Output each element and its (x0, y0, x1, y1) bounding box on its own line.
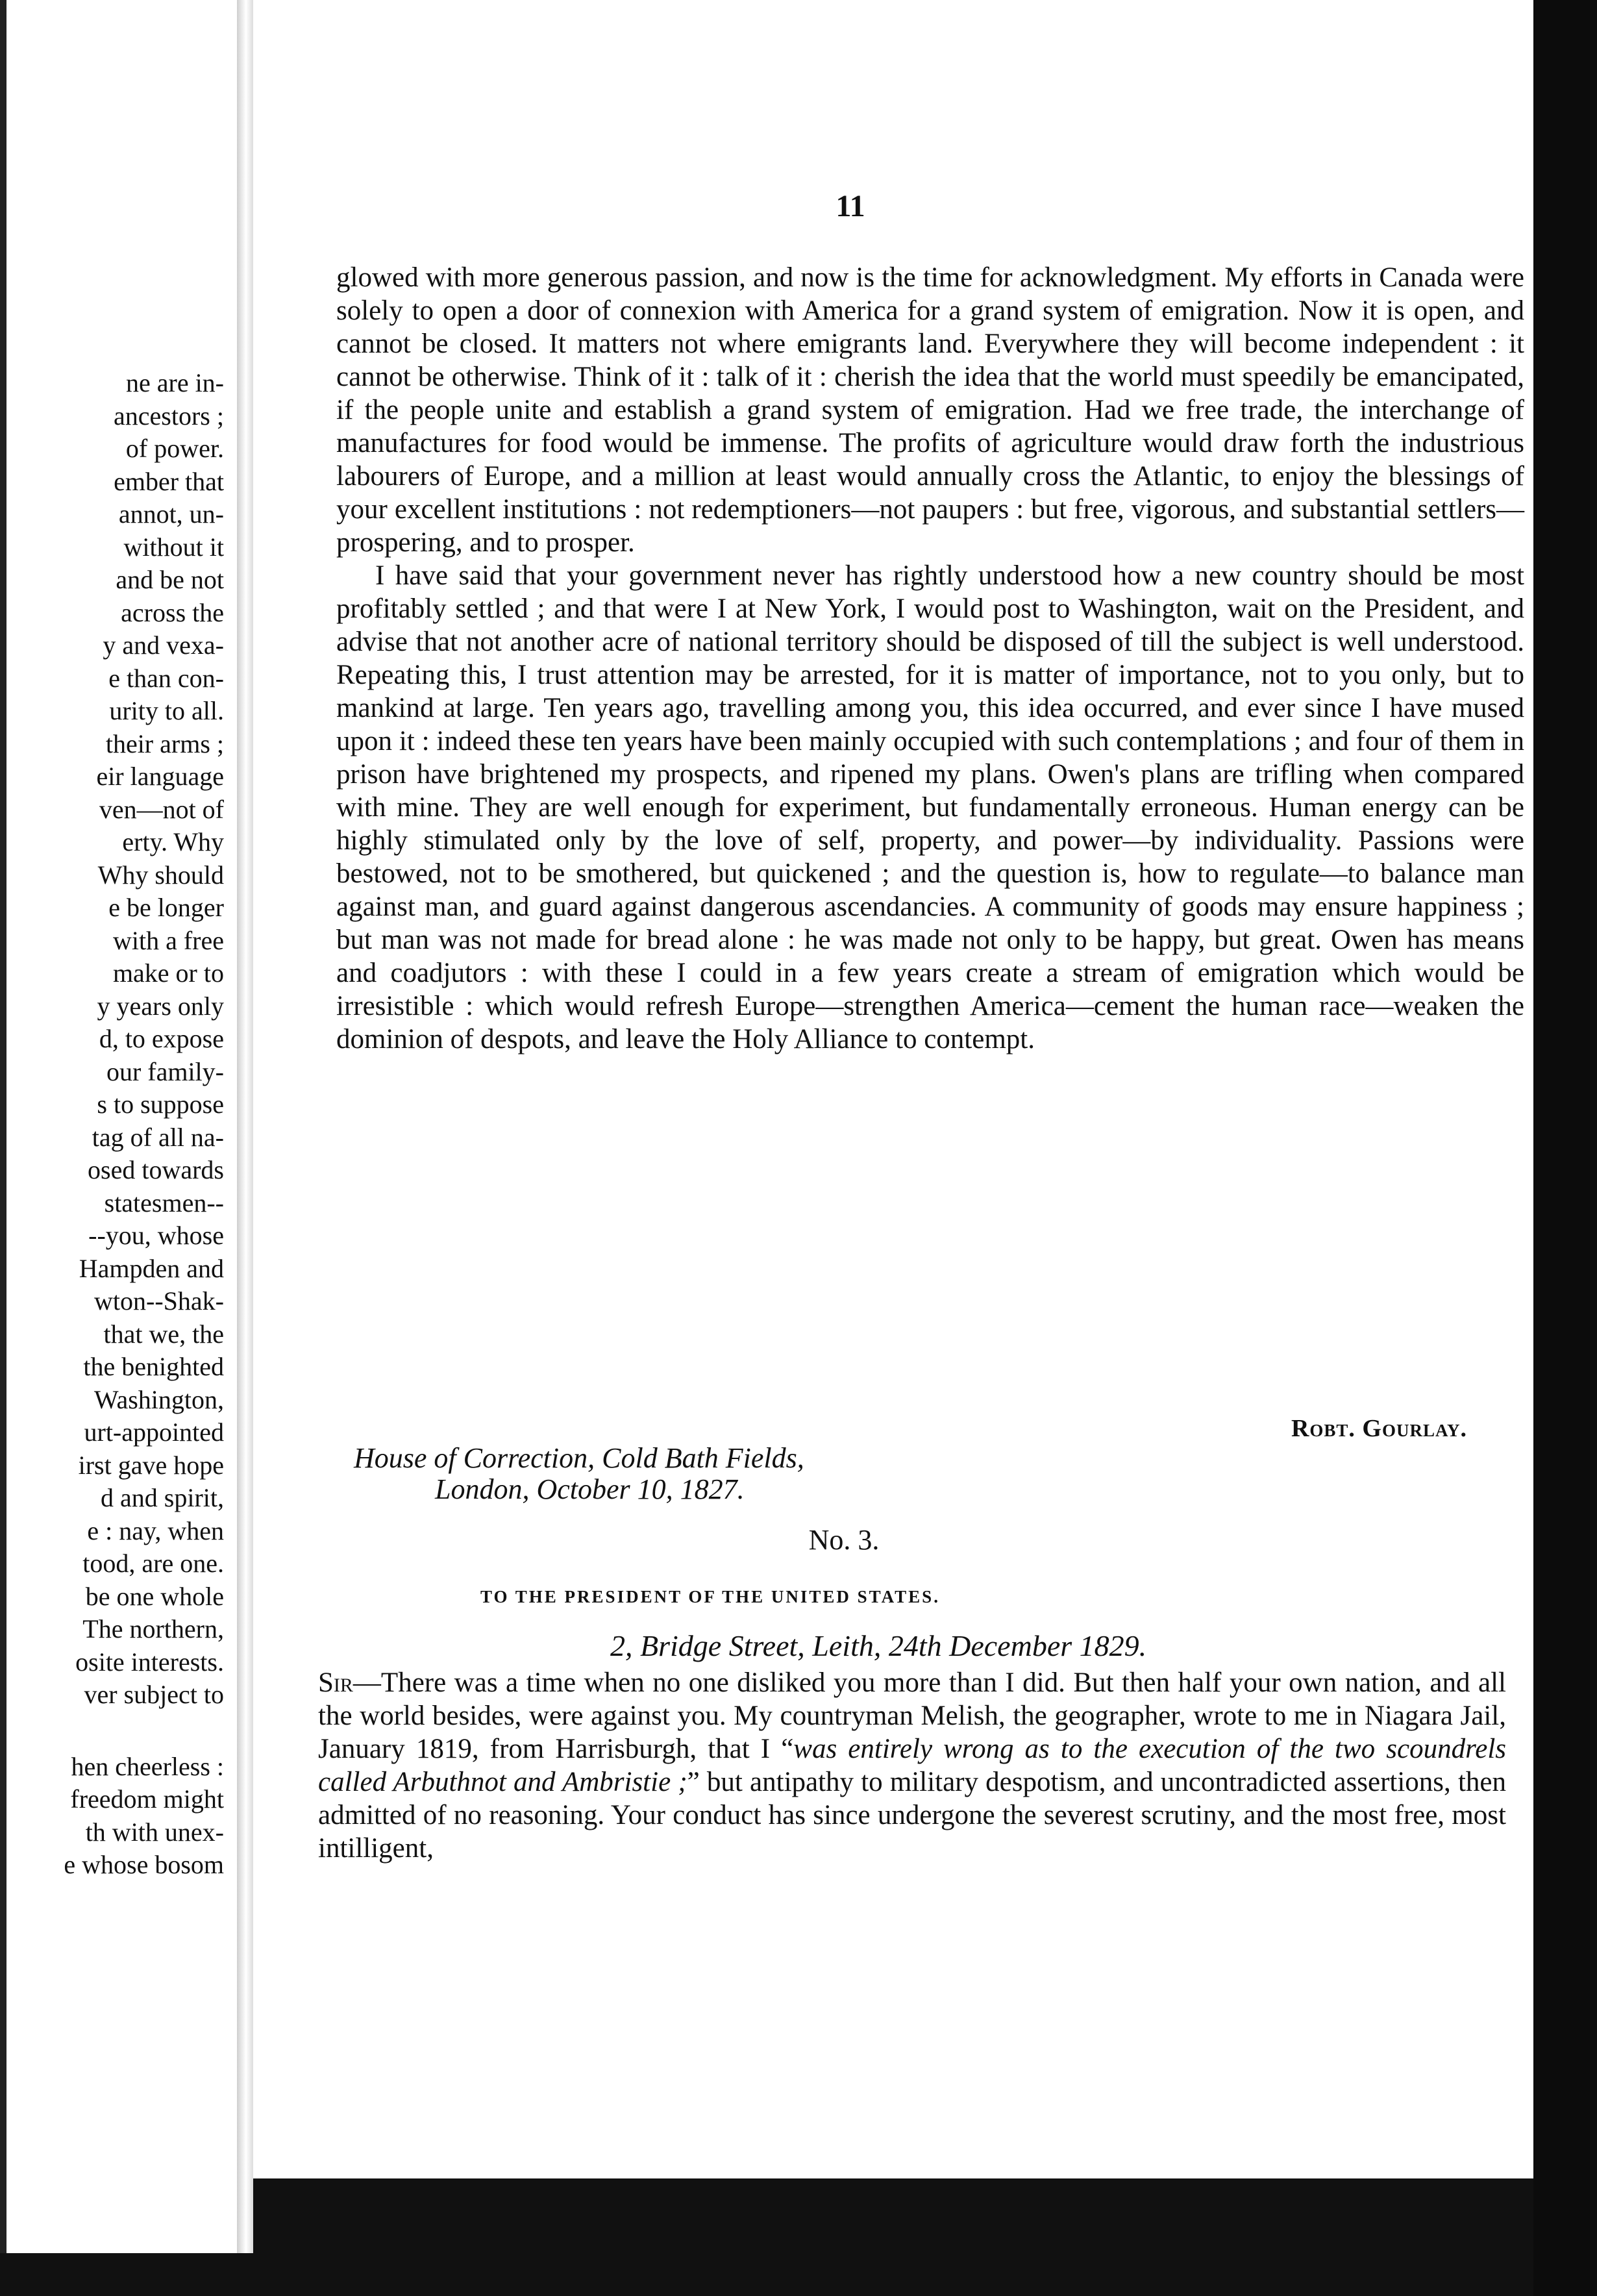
salutation: Sir (318, 1667, 353, 1698)
letter-text-part: —There was a time when no one disliked you more than I did. But then half your own nation, and all the world besides, were against you. My countryman Melish, the geographer, wrote to me in Niagara Jail, January 1819, from Harrisburgh, that I “ (318, 1667, 1506, 1764)
left-line: ver subject to (84, 1680, 224, 1709)
left-line: wton--Shak- (94, 1286, 224, 1316)
left-line: statesmen-- (104, 1188, 224, 1217)
left-line: the benighted (83, 1352, 224, 1381)
left-line: with a free (112, 925, 224, 955)
left-line: urt-appointed (84, 1417, 224, 1447)
left-line: osite interests. (75, 1647, 224, 1677)
left-line: our family- (106, 1056, 224, 1086)
left-line: ven—not of (99, 794, 224, 824)
book-gutter (237, 0, 253, 2253)
left-line: e than con- (108, 663, 224, 693)
letter-date: 2, Bridge Street, Leith, 24th December 1829. (610, 1629, 1147, 1662)
place-date-line: London, October 10, 1827. (435, 1473, 745, 1505)
left-line: across the (121, 597, 224, 627)
left-line: osed towards (88, 1155, 224, 1184)
left-line: freedom might (70, 1784, 224, 1814)
left-line: of power. (125, 434, 224, 463)
left-line: Why should (97, 860, 224, 890)
letter-number-heading: No. 3. (808, 1524, 880, 1556)
left-line: be one whole (85, 1581, 224, 1611)
left-line: eir language (96, 762, 224, 791)
left-line: without it (123, 532, 224, 562)
left-line: urity to all. (109, 696, 224, 725)
right-page-edge (1533, 0, 1597, 2296)
page-number: 11 (836, 189, 865, 223)
place-line: House of Correction, Cold Bath Fields, (354, 1442, 804, 1474)
address-heading: TO THE PRESIDENT OF THE UNITED STATES. (480, 1587, 940, 1606)
left-line: irst gave hope (78, 1450, 224, 1480)
left-line: ancestors ; (114, 401, 224, 430)
left-line: Hampden and (79, 1253, 224, 1283)
left-line: y and vexa- (103, 630, 224, 660)
paragraph: glowed with more generous passion, and now is the time for acknowledgment. My efforts in Canada were solely to open a door of connexion with America for a grand system of emigration. Now it is open, and cannot be closed. It matters not where emigrants land. Everywhere they will become independent : it cannot be otherwise. Think of it : talk of it : cherish the idea that the world must speedily be emancipated, if the people unite and establish a grand system of emigration. Had we free trade, the interchange of manufactures for food would be immense. The profits of agriculture would draw forth the industrious labourers of Europe, and a million at least would annually cross the Atlantic, to enjoy the blessings of your excellent institutions : not redemptioners—not paupers : but free, vigorous, and substantial settlers—prospering, and to prosper. (336, 262, 1524, 558)
left-line: tag of all na- (92, 1122, 224, 1152)
left-line: th with unex- (85, 1817, 224, 1847)
left-line: their arms ; (105, 729, 224, 758)
left-page-text (0, 367, 224, 1882)
left-line-gap (0, 1712, 224, 1751)
left-line: and be not (116, 565, 224, 594)
letter-text (318, 1666, 1506, 1865)
quoted-text: was entirely wrong as to the execution of the two scoundrels called Arbuthnot and Ambristie ; (318, 1734, 1506, 1797)
left-line: The northern, (82, 1614, 224, 1643)
left-line: e whose bosom (64, 1850, 224, 1879)
letter-text-part: ” but antipathy to military despotism, and uncontradicted assertions, then admitted of no reasoning. Your conduct has since undergone the severest scrutiny, and the most free, most intilligent, (318, 1767, 1506, 1864)
left-facing-page (0, 0, 237, 2253)
paragraph: I have said that your government never has rightly understood how a new country should be most profitably settled ; and that were I at New York, I would post to Washington, wait on the President, and advise that not another acre of national territory should be disposed of till the subject is well understood. Repeating this, I trust attention may be arrested, for it is matter of importance, not to you only, but to mankind at large. Ten years ago, travelling among you, this idea occurred, and ever since I have mused upon it : indeed these ten years have been mainly occupied with such contemplations ; and four of them in prison have brightened my prospects, and ripened my plans. Owen's plans are trifling when compared with mine. They are well enough for experiment, but fundamentally erroneous. Human energy can be highly stimulated only by the love of self, property, and power—by individuality. Passions were bestowed, not to be smothered, but quickened ; and the question is, how to regulate—to balance man against man, and guard against dangerous ascendancies. A community of goods may ensure happiness ; but man was not made for bread alone : he was made not only to be happy, but great. Owen has means and coadjutors : with these I could in a few years create a stream of emigration which would be irresistible : which would refresh Europe—strengthen America—cement the human race—weaken the dominion of despots, and leave the Holy Alliance to contempt. (336, 560, 1524, 1054)
left-line: s to suppose (97, 1090, 224, 1119)
left-line: y years only (97, 991, 224, 1021)
left-line: d, to expose (99, 1024, 224, 1053)
left-line: ember that (114, 466, 224, 496)
left-line: erty. Why (122, 827, 224, 856)
left-line: make or to (112, 958, 224, 988)
left-line: Washington, (93, 1384, 224, 1414)
left-line: e be longer (108, 893, 224, 922)
left-line: hen cheerless : (71, 1751, 224, 1781)
left-line: that we, the (103, 1319, 224, 1349)
left-line: --you, whose (88, 1221, 224, 1250)
left-line: annot, un- (118, 499, 224, 529)
signature: Robt. Gourlay. (1291, 1415, 1467, 1442)
left-line: d and spirit, (101, 1483, 224, 1512)
left-line: ne are in- (125, 368, 224, 397)
letter-body (336, 261, 1524, 1056)
left-line: e : nay, when (87, 1516, 224, 1545)
left-line: tood, are one. (82, 1549, 224, 1578)
right-page (253, 0, 1533, 2178)
